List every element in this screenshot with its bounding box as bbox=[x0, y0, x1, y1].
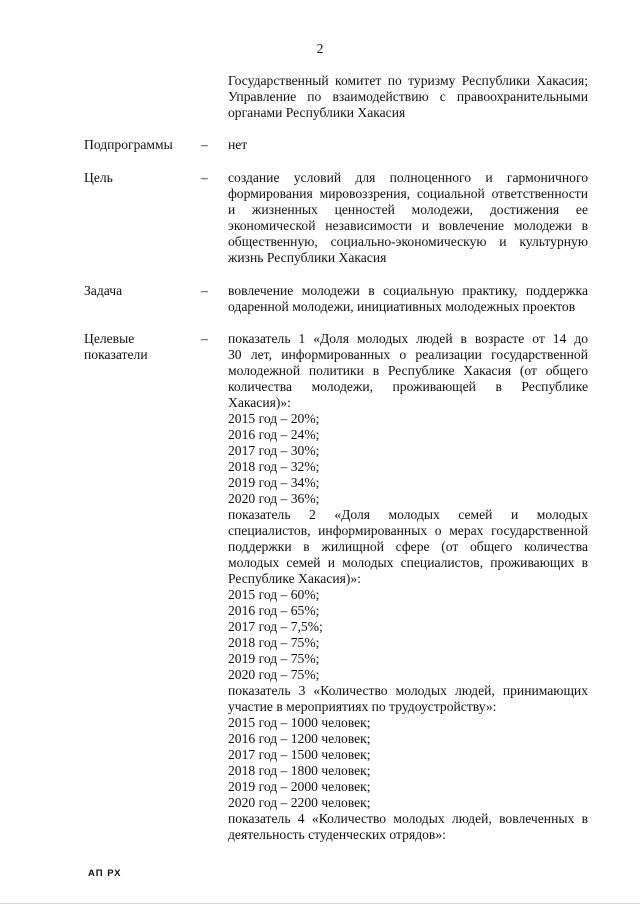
year-value: 2015 год – 20%; bbox=[228, 411, 320, 426]
year-value: 2016 год – 65%; bbox=[228, 603, 320, 618]
text-line: специалистов, информированных о мерах государственной bbox=[228, 523, 588, 538]
text-line: и жизненных ценностей молодежи, достижения ее bbox=[228, 202, 588, 217]
year-value: 2019 год – 34%; bbox=[228, 475, 320, 490]
year-value: 2016 год – 24%; bbox=[228, 427, 320, 442]
page-number: 2 bbox=[316, 41, 324, 56]
task-label: Задача bbox=[84, 283, 123, 298]
text-line: Республике Хакасия)»: bbox=[228, 571, 361, 586]
year-value: 2019 год – 2000 человек; bbox=[228, 779, 371, 794]
text-line: показатель 3 «Количество молодых людей, принимающих bbox=[228, 683, 588, 698]
text-line: одаренной молодежи, инициативных молодежных проектов bbox=[228, 299, 576, 314]
text-line: Управление по взаимодействию с правоохранительными bbox=[228, 89, 588, 104]
text-line: показатель 2 «Доля молодых семей и молодых bbox=[228, 507, 588, 522]
dash: – bbox=[201, 283, 208, 298]
text-line: молодых семей и молодых специалистов, проживающих в bbox=[228, 555, 588, 570]
text-line: Государственный комитет по туризму Республики Хакасия; bbox=[228, 73, 588, 88]
text-line: деятельность студенческих отрядов»: bbox=[228, 827, 446, 842]
dash: – bbox=[201, 331, 208, 346]
year-value: 2015 год – 1000 человек; bbox=[228, 715, 371, 730]
indicators-label-line: Целевые bbox=[84, 331, 135, 346]
text-line: Хакасия)»: bbox=[228, 395, 291, 410]
year-value: 2020 год – 75%; bbox=[228, 667, 320, 682]
text-line: формирования мировоззрения, социальной ответственности bbox=[228, 186, 588, 201]
text-line: органами Республики Хакасия bbox=[228, 105, 406, 120]
goal-text bbox=[228, 170, 588, 266]
text-line: показатель 4 «Количество молодых людей, вовлеченных в bbox=[228, 811, 588, 826]
text-line: экономической независимости и вовлечение молодежи в bbox=[228, 218, 588, 233]
footer-mark: АП РХ bbox=[88, 868, 122, 879]
text-line: поддержки в жилищной сфере (от общего количества bbox=[228, 539, 588, 554]
text-line: общественную, социально-экономическую и культурную bbox=[228, 234, 588, 249]
year-value: 2016 год – 1200 человек; bbox=[228, 731, 371, 746]
year-value: 2017 год – 30%; bbox=[228, 443, 320, 458]
year-value: 2018 год – 1800 человек; bbox=[228, 763, 371, 778]
year-value: 2015 год – 60%; bbox=[228, 587, 320, 602]
task-text bbox=[228, 283, 588, 315]
text-line: вовлечение молодежи в социальную практику, поддержка bbox=[228, 283, 588, 298]
page-edge-divider bbox=[0, 903, 640, 904]
indicators-label bbox=[84, 331, 148, 363]
goal-label: Цель bbox=[84, 170, 113, 185]
year-value: 2017 год – 1500 человек; bbox=[228, 747, 371, 762]
text-line: жизнь Республики Хакасия bbox=[228, 250, 387, 265]
dash: – bbox=[201, 170, 208, 185]
year-value: 2017 год – 7,5%; bbox=[228, 619, 323, 634]
year-value: 2018 год – 32%; bbox=[228, 459, 320, 474]
text-line: количества молодежи, проживающей в Республике bbox=[228, 379, 588, 394]
year-value: 2020 год – 2200 человек; bbox=[228, 795, 371, 810]
dash: – bbox=[201, 137, 208, 152]
executors-continuation bbox=[228, 73, 588, 121]
subprograms-value: нет bbox=[228, 137, 248, 152]
year-value: 2018 год – 75%; bbox=[228, 635, 320, 650]
indicators-text bbox=[228, 331, 588, 843]
text-line: молодежной политики в Республике Хакасия (от общего bbox=[228, 363, 588, 378]
indicators-label-line: показатели bbox=[84, 347, 148, 362]
text-line: 30 лет, информированных о реализации государственной bbox=[228, 347, 588, 362]
text-line: участие в мероприятиях по трудоустройству»: bbox=[228, 699, 497, 714]
year-value: 2020 год – 36%; bbox=[228, 491, 320, 506]
text-line: создание условий для полноценного и гармоничного bbox=[228, 170, 588, 185]
subprograms-label: Подпрограммы bbox=[84, 137, 173, 152]
text-line: показатель 1 «Доля молодых людей в возрасте от 14 до bbox=[228, 331, 588, 346]
year-value: 2019 год – 75%; bbox=[228, 651, 320, 666]
